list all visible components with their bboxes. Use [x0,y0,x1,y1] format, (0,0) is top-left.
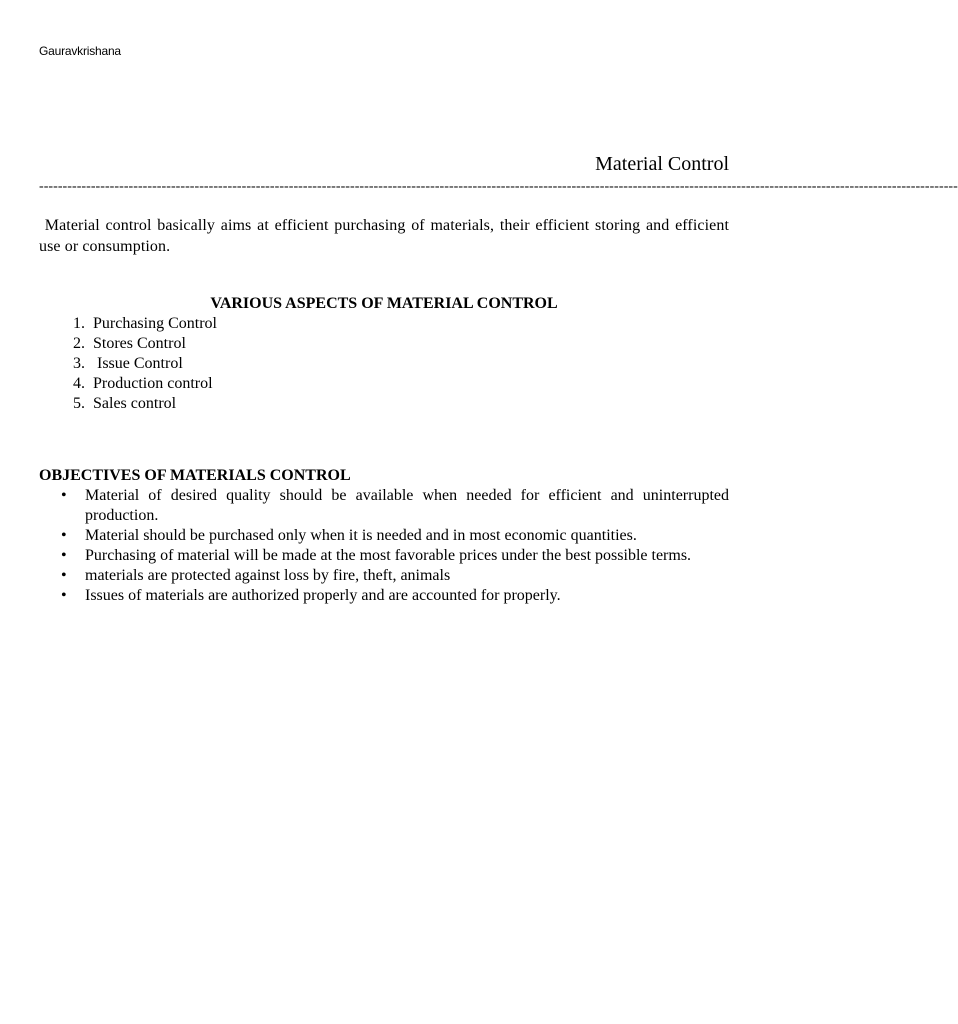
list-item-text: materials are protected against loss by fire, theft, animals [85,567,451,584]
list-item [39,334,729,354]
aspects-heading: VARIOUS ASPECTS OF MATERIAL CONTROL [210,295,558,312]
list-item-text: Material should be purchased only when it is needed and in most economic quantities. [85,527,637,544]
list-item [39,314,729,334]
list-item [39,566,729,586]
list-number: 3. [73,355,85,372]
list-number: 1. [73,315,85,332]
list-number: 5. [73,395,85,412]
list-item [39,374,729,394]
objectives-list [39,486,741,606]
document-title: Material Control [595,153,729,175]
list-item [39,586,729,606]
objectives-heading: OBJECTIVES OF MATERIALS CONTROL [39,467,351,484]
dashed-divider: --------------------------------------------------------------------------------------------------------------------------------------------------------------------------------------------------- [39,179,958,194]
bullet-marker: • [61,527,67,544]
bullet-marker: • [61,487,67,504]
list-item [39,546,729,566]
author-name: Gauravkrishana [39,44,121,58]
list-item [39,354,729,374]
bullet-marker: • [61,547,67,564]
bullet-marker: • [61,567,67,584]
list-number: 2. [73,335,85,352]
list-item [39,526,729,546]
list-item-text: Stores Control [93,335,186,352]
list-number: 4. [73,375,85,392]
list-item-text: Purchasing of material will be made at the most favorable prices under the best possible terms. [85,547,692,564]
list-item-text: Issue Control [93,355,183,372]
bullet-marker: • [61,587,67,604]
aspects-list [39,314,729,414]
intro-paragraph: Material control basically aims at efficient purchasing of materials, their efficient storing and efficient use or consumption. [39,217,734,255]
list-item-text: Sales control [93,395,177,412]
list-item-text: Material of desired quality should be available when needed for efficient and uninterrupted production. [85,487,741,524]
list-item [39,486,741,526]
list-item-text: Issues of materials are authorized properly and are accounted for properly. [85,587,561,604]
list-item [39,394,729,414]
list-item-text: Purchasing Control [93,315,217,332]
list-item-text: Production control [93,375,213,392]
